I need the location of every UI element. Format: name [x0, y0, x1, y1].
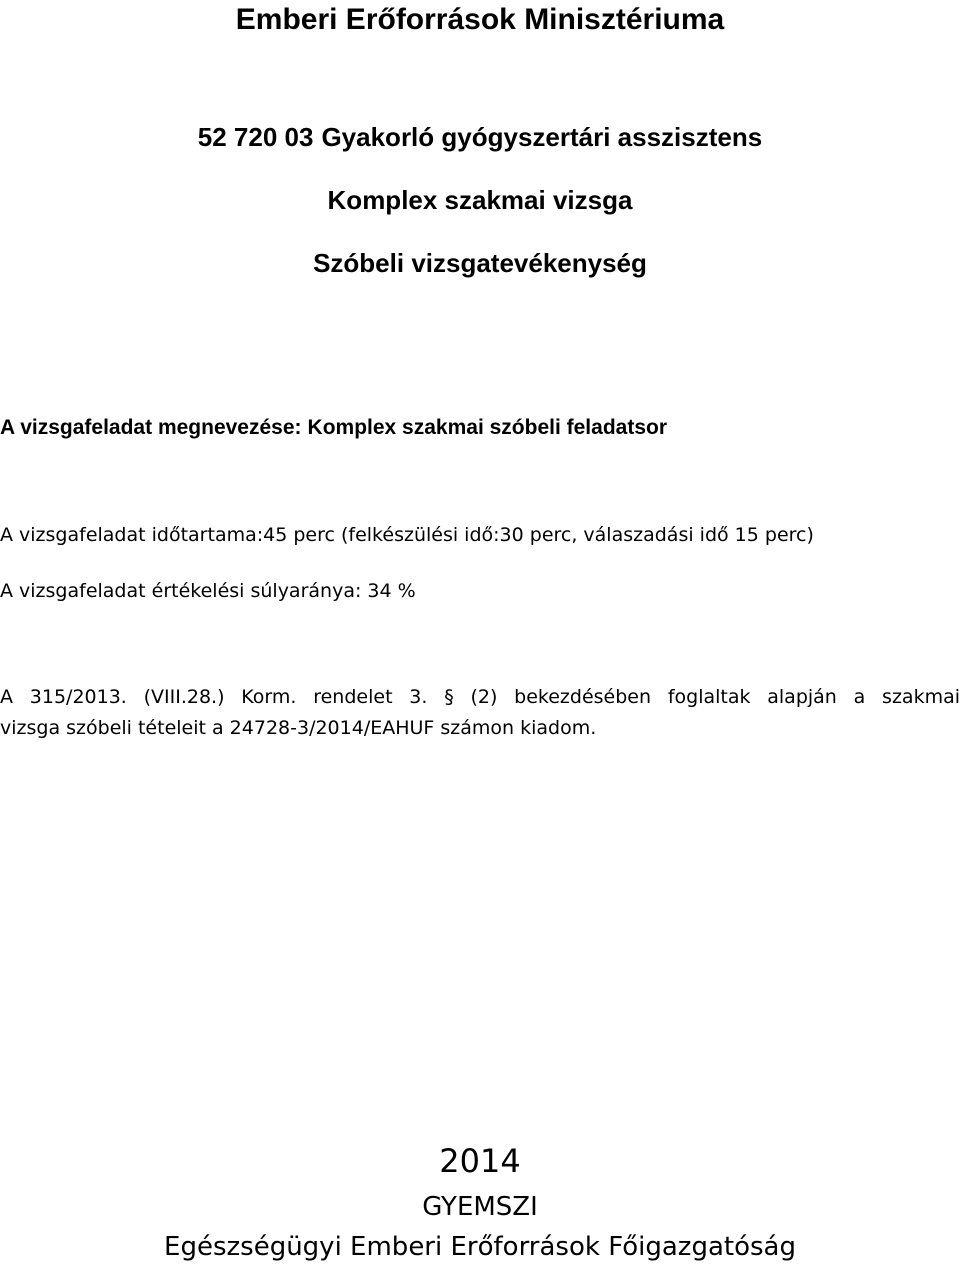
task-name-label: A vizsgafeladat megnevezése: — [0, 416, 302, 439]
qualification-heading — [0, 121, 960, 153]
footer-year: 2014 — [439, 1142, 521, 1180]
task-duration: A vizsgafeladat időtartama:45 perc (felkészülési idő:30 perc, válaszadási idő 15 perc) — [0, 524, 814, 546]
footer-org-short: GYEMSZI — [422, 1192, 538, 1222]
footer-org-full: Egészségügyi Emberi Erőforrások Főigazgatóság — [164, 1232, 796, 1262]
task-name-line — [0, 414, 667, 442]
task-name-value: Komplex szakmai szóbeli feladatsor — [307, 416, 667, 439]
task-weight: A vizsgafeladat értékelési súlyaránya: 34 % — [0, 580, 416, 602]
legal-line-2: vizsga szóbeli tételeit a 24728-3/2014/EAHUF számon kiadom. — [0, 717, 597, 739]
ministry-title: Emberi Erőforrások Minisztériuma — [235, 3, 725, 36]
exam-activity-heading: Szóbeli vizsgatevékenység — [313, 248, 647, 278]
qualification-code: 52 720 03 — [197, 122, 314, 152]
exam-type-heading: Komplex szakmai vizsga — [327, 185, 633, 215]
qualification-name: Gyakorló gyógyszertári asszisztens — [321, 122, 763, 152]
legal-paragraph — [0, 682, 960, 744]
legal-line-1: A 315/2013. (VIII.28.) Korm. rendelet 3. § (2) bekezdésében foglaltak alapján a szakmai — [0, 686, 960, 708]
